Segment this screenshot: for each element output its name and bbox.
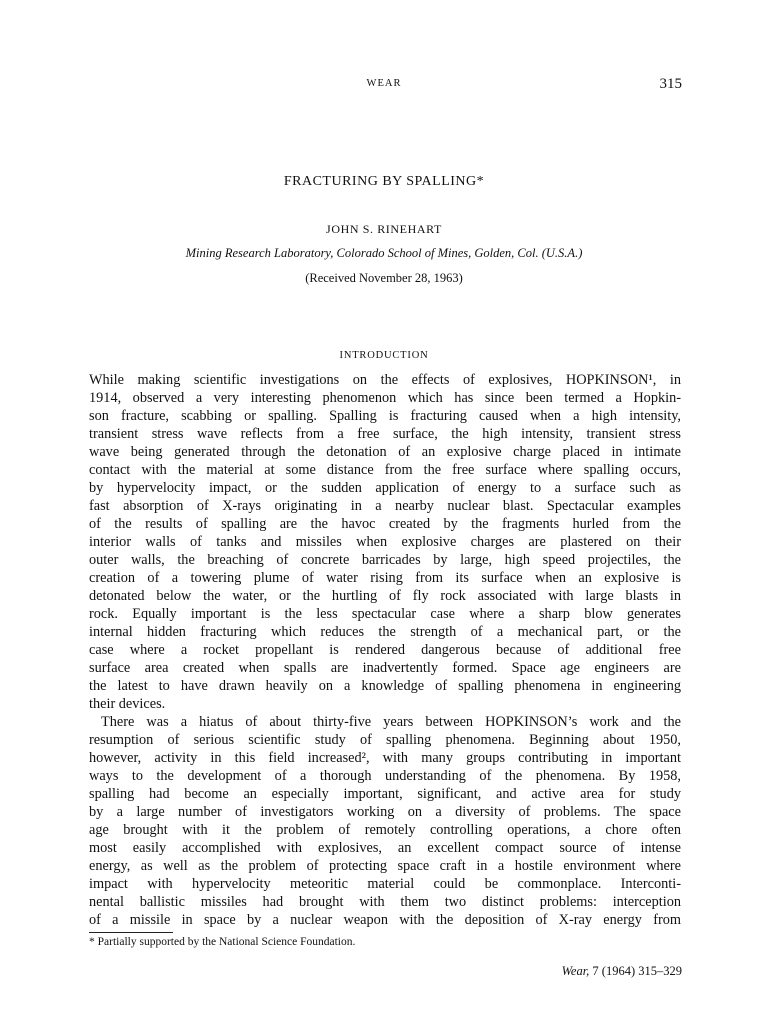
body-line: transient stress wave reflects from a free surface, the high intensity, transient stress bbox=[89, 426, 681, 442]
body-line: by hypervelocity impact, or the sudden application of energy to a surface such as bbox=[89, 480, 681, 496]
body-line: however, activity in this field increased², with many groups contributing in important bbox=[89, 750, 681, 766]
body-line: outer walls, the breaching of concrete barricades by large, high speed projectiles, the bbox=[89, 552, 681, 568]
running-head-journal: WEAR bbox=[366, 78, 402, 89]
body-line: their devices. bbox=[89, 696, 166, 712]
body-line: spalling had become an especially important, significant, and active area for study bbox=[89, 786, 681, 802]
body-line: contact with the material at some distance from the free surface where spalling occurs, bbox=[89, 462, 681, 478]
body-text bbox=[89, 371, 681, 929]
author-affiliation: Mining Research Laboratory, Colorado School of Mines, Golden, Col. (U.S.A.) bbox=[185, 246, 583, 260]
body-line: the latest to have drawn heavily on a knowledge of spalling phenomena in engineering bbox=[89, 678, 681, 694]
author-name: JOHN S. RINEHART bbox=[326, 222, 442, 236]
body-line: of a missile in space by a nuclear weapon with the deposition of X-ray energy from bbox=[89, 912, 681, 928]
body-line: age brought with it the problem of remotely controlling operations, a chore often bbox=[89, 822, 681, 838]
body-line: detonated below the water, or the hurtling of fly rock associated with large blasts in bbox=[89, 588, 681, 604]
citation-journal: Wear, bbox=[561, 964, 590, 978]
body-line: impact with hypervelocity meteoritic material could be commonplace. Interconti- bbox=[89, 876, 681, 892]
body-line: wave being generated through the detonation of an explosive charge placed in intimate bbox=[89, 444, 681, 460]
body-line: interior walls of tanks and missiles when explosive charges are plastered on their bbox=[89, 534, 681, 550]
citation-details: 7 (1964) 315–329 bbox=[592, 964, 682, 978]
body-line: creation of a towering plume of water rising from its surface when an explosive is bbox=[89, 570, 681, 586]
footnote: * Partially supported by the National Science Foundation. bbox=[89, 936, 356, 948]
body-line: 1914, observed a very interesting phenomenon which has since been termed a Hopkin- bbox=[89, 390, 681, 406]
body-line: internal hidden fracturing which reduces the strength of a mechanical part, or the bbox=[89, 624, 681, 640]
body-line: fast absorption of X-rays originating in a nearby nuclear blast. Spectacular examples bbox=[89, 498, 681, 514]
page-number: 315 bbox=[659, 76, 682, 92]
body-line: rock. Equally important is the less spectacular case where a sharp blow generates bbox=[89, 606, 681, 622]
body-line: resumption of serious scientific study of spalling phenomena. Beginning about 1950, bbox=[89, 732, 681, 748]
body-line: While making scientific investigations on the effects of explosives, HOPKINSON¹, in bbox=[89, 372, 681, 388]
article-title: FRACTURING BY SPALLING* bbox=[283, 174, 485, 189]
body-line: energy, as well as the problem of protecting space craft in a hostile environment where bbox=[89, 858, 681, 874]
received-date: (Received November 28, 1963) bbox=[305, 271, 463, 285]
journal-citation bbox=[562, 964, 682, 979]
footnote-divider bbox=[89, 932, 173, 933]
body-line: There was a hiatus of about thirty-five years between HOPKINSON’s work and the bbox=[101, 714, 681, 730]
body-line: by a large number of investigators working on a diversity of problems. The space bbox=[89, 804, 681, 820]
body-line: nental ballistic missiles had brought with them two distinct problems: interception bbox=[89, 894, 681, 910]
body-line: case where a rocket propellant is rendered dangerous because of additional free bbox=[89, 642, 681, 658]
running-head bbox=[0, 78, 768, 94]
body-line: son fracture, scabbing or spalling. Spalling is fracturing caused when a high intensity, bbox=[89, 408, 681, 424]
body-line: of the results of spalling are the havoc created by the fragments hurled from the bbox=[89, 516, 681, 532]
body-line: most easily accomplished with explosives, an excellent compact source of intense bbox=[89, 840, 681, 856]
section-heading-introduction: INTRODUCTION bbox=[339, 350, 429, 361]
body-line: surface area created when spalls are inadvertently formed. Space age engineers are bbox=[89, 660, 681, 676]
body-line: ways to the development of a thorough understanding of the phenomena. By 1958, bbox=[89, 768, 681, 784]
